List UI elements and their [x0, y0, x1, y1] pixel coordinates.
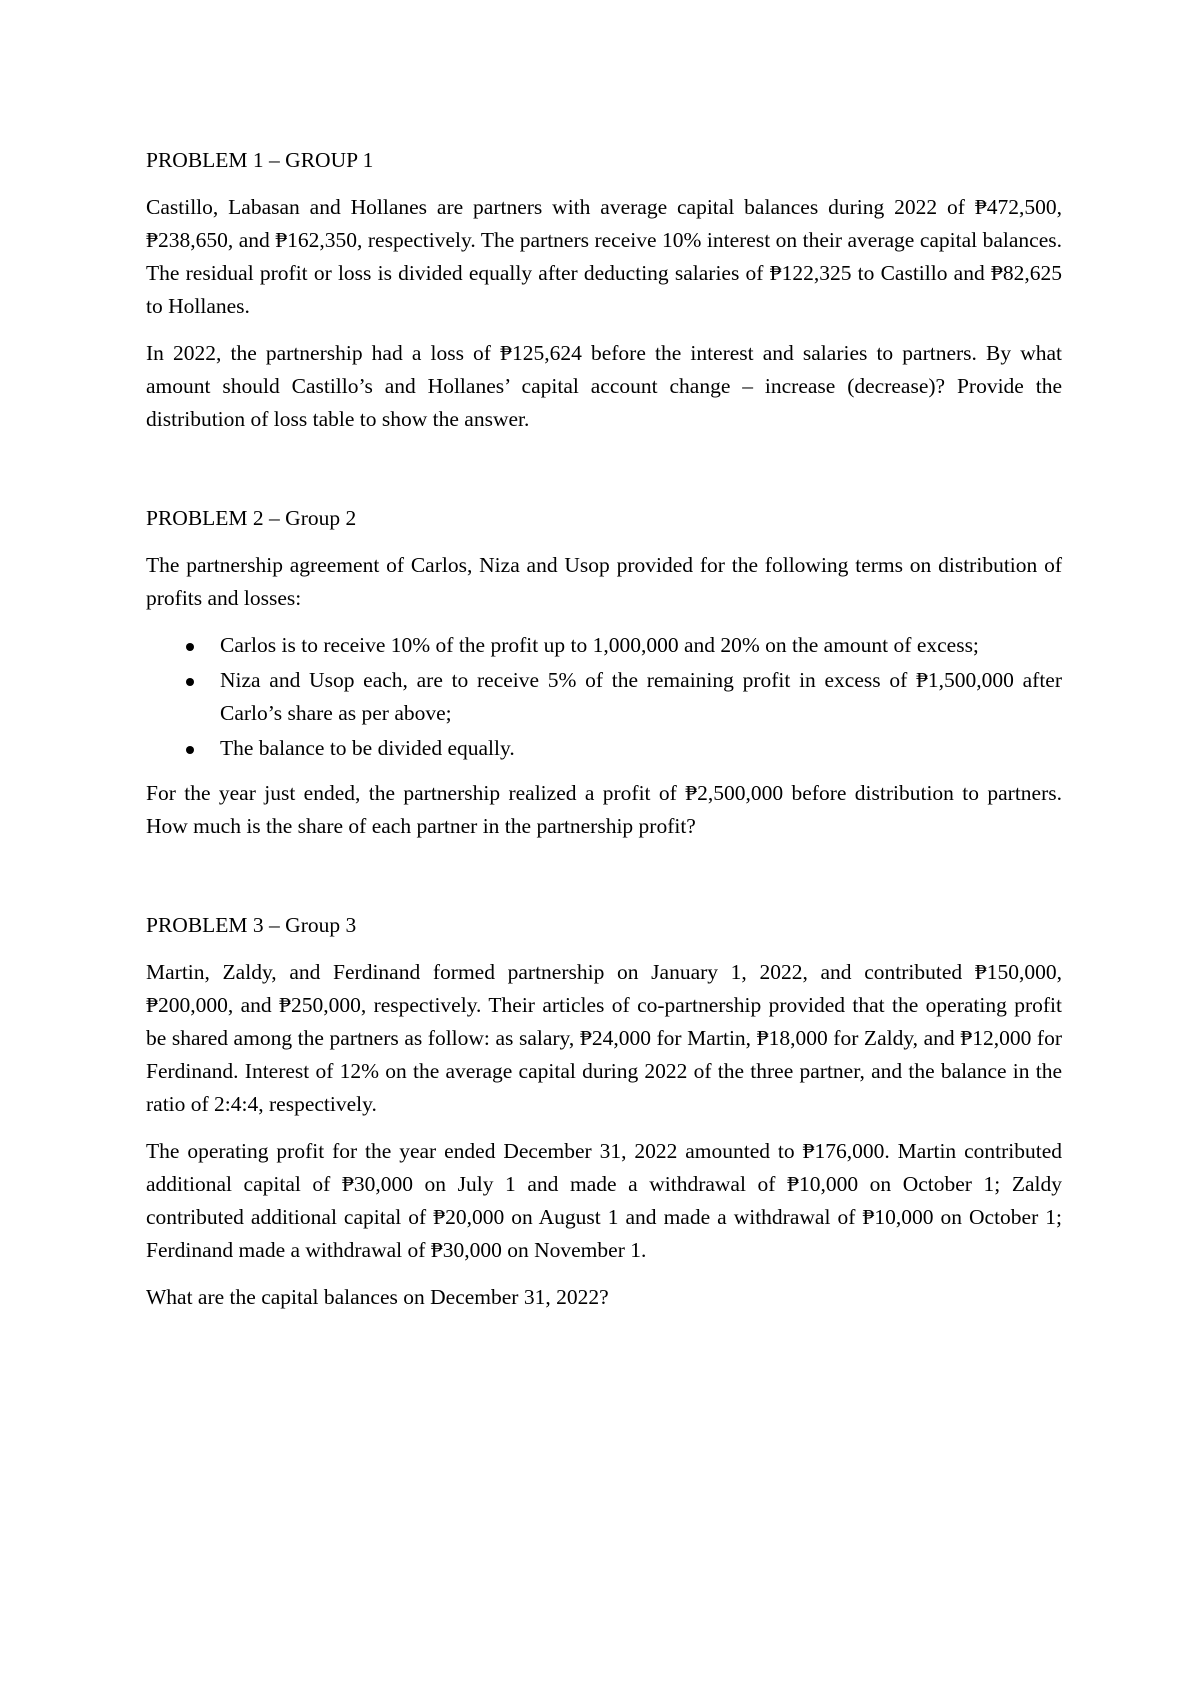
problem-2-heading: PROBLEM 2 – Group 2 — [146, 506, 357, 530]
list-item-text: Carlos is to receive 10% of the profit up to 1,000,000 and 20% on the amount of excess; — [220, 633, 979, 657]
list-item — [146, 629, 1062, 662]
bullet-icon — [186, 678, 194, 686]
section-spacer — [146, 450, 1062, 502]
problem-2-intro: The partnership agreement of Carlos, Niza and Usop provided for the following terms on distribution of profits and losses: — [146, 553, 1062, 610]
problem-3-question: What are the capital balances on December 31, 2022? — [146, 1285, 609, 1309]
list-item — [146, 664, 1062, 730]
problem-2-closing: For the year just ended, the partnership realized a profit of ₱2,500,000 before distribution to partners. How much is the share of each partner in the partnership profit? — [146, 781, 1062, 838]
problem-1-paragraph-1: Castillo, Labasan and Hollanes are partners with average capital balances during 2022 of ₱472,500, ₱238,650, and ₱162,350, respectively. The partners receive 10% interest on their average capital balances. The residual profit or loss is divided equally after deducting salaries of ₱122,325 to Castillo and ₱82,625 to Hollanes. — [146, 195, 1062, 318]
problem-1-section — [146, 144, 1062, 436]
list-item — [146, 732, 1062, 765]
problem-3-heading: PROBLEM 3 – Group 3 — [146, 913, 357, 937]
problem-2-terms-list — [146, 629, 1062, 765]
problem-3-paragraph-1: Martin, Zaldy, and Ferdinand formed partnership on January 1, 2022, and contributed ₱150,000, ₱200,000, and ₱250,000, respectively. Their articles of co-partnership provided that the operating profit be shared among the partners as follow: as salary, ₱24,000 for Martin, ₱18,000 for Zaldy, and ₱12,000 for Ferdinand. Interest of 12% on the average capital during 2022 of the three partner, and the balance in the ratio of 2:4:4, respectively. — [146, 960, 1062, 1116]
section-spacer — [146, 857, 1062, 909]
list-item-text: Niza and Usop each, are to receive 5% of the remaining profit in excess of ₱1,500,000 after Carlo’s share as per above; — [220, 668, 1062, 725]
problem-2-section — [146, 502, 1062, 843]
problem-3-section — [146, 909, 1062, 1314]
document-page — [146, 144, 1062, 1328]
problem-1-paragraph-2: In 2022, the partnership had a loss of ₱125,624 before the interest and salaries to partners. By what amount should Castillo’s and Hollanes’ capital account change – increase (decrease)? Provide the distribution of loss table to show the answer. — [146, 341, 1062, 431]
bullet-icon — [186, 746, 194, 754]
bullet-icon — [186, 643, 194, 651]
problem-3-paragraph-2: The operating profit for the year ended December 31, 2022 amounted to ₱176,000. Martin contributed additional capital of ₱30,000 on July 1 and made a withdrawal of ₱10,000 on October 1; Zaldy contributed additional capital of ₱20,000 on August 1 and made a withdrawal of ₱10,000 on October 1; Ferdinand made a withdrawal of ₱30,000 on November 1. — [146, 1139, 1062, 1262]
list-item-text: The balance to be divided equally. — [220, 736, 515, 760]
problem-1-heading: PROBLEM 1 – GROUP 1 — [146, 148, 374, 172]
